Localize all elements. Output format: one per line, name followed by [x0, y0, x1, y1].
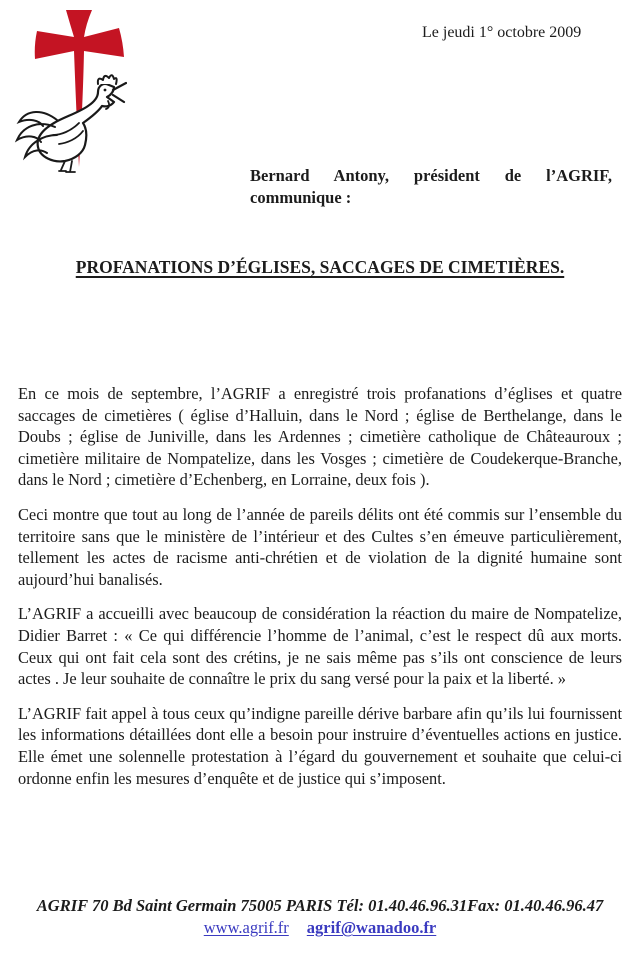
- cross-rooster-icon: [13, 6, 127, 174]
- footer-links: [0, 917, 640, 938]
- paragraph-incidents: En ce mois de septembre, l’AGRIF a enregistré trois profanations d’églises et quatre saccages de cimetières ( église d’Halluin, dans le Nord ; église de Berthelange, dans le Doubs ; église de Juniville, dans les Ardennes ; cimetière catholique de Châteauroux ; cimetière militaire de Nompatelize, dans les Vosges ; cimetière de Coudekerque-Branche, dans le Nord ; cimetière d’Echenberg, en Lorraine, deux fois ).: [18, 384, 622, 490]
- document-title: [0, 255, 640, 279]
- document-title-text: PROFANATIONS D’ÉGLISES, SACCAGES DE CIMETIÈRES.: [75, 257, 565, 277]
- website-link[interactable]: www.agrif.fr: [203, 918, 289, 937]
- footer-address: AGRIF 70 Bd Saint Germain 75005 PARIS Tél: 01.40.46.96.31Fax: 01.40.46.96.47: [36, 896, 604, 915]
- paragraph-mayor-quote: L’AGRIF a accueilli avec beaucoup de considération la réaction du maire de Nompatelize, Didier Barret : « Ce qui différencie l’homme de l’animal, c’est le respect dû aux morts. Ceux qui ont fait cela sont des crétins, je ne sais même pas s’ils ont conscience de leurs actes . Je leur souhaite de connaître le prix du sang versé pour la paix et la liberté. »: [18, 604, 622, 689]
- document-body: [18, 383, 622, 802]
- email-link[interactable]: agrif@wanadoo.fr: [306, 918, 437, 937]
- paragraph-appeal: L’AGRIF fait appel à tous ceux qu’indigne pareille dérive barbare afin qu’ils lui fournissent les informations détaillées dont elle a besoin pour instruire d’éventuelles actions en justice. Elle émet une solennelle protestation à l’égard du gouvernement et souhaite que celui-ci ordonne enfin les mesures d’enquête et de justice qui s’imposent.: [18, 703, 622, 788]
- paragraph-context: Ceci montre que tout au long de l’année de pareils délits ont été commis sur l’ensemble du territoire sans que le ministère de l’intérieur et des Cultes s’en émeuve particulièrement, tellement les actes de racisme anti-chrétien et de violation de la dignité humaine sont aujourd’hui banalisés.: [18, 504, 622, 589]
- date-line: Le jeudi 1° octobre 2009: [422, 24, 582, 41]
- intro-statement: Bernard Antony, président de l’AGRIF, communique :: [250, 166, 612, 207]
- agrif-logo: [13, 6, 127, 174]
